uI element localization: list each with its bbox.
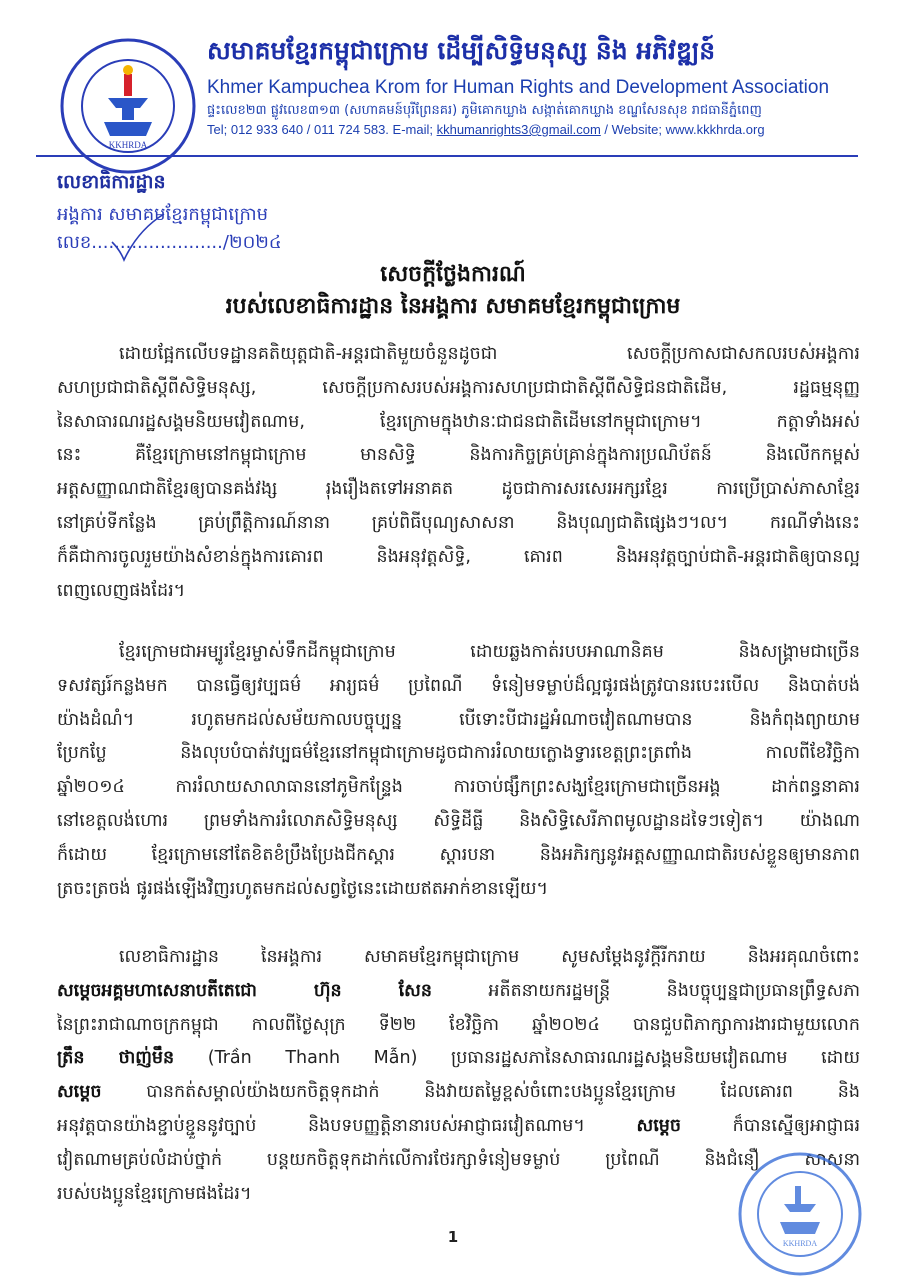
text-segment: ខ្មែរក្រោមជាអម្បូរខ្មែរម្ចាស់ទឹកដីកម្ពុជាក្រោម ដោយឆ្លងកាត់របបអាណានិគម និងសង្គ្រាមជាច្រើន — [119, 642, 860, 662]
paragraph-line — [57, 771, 860, 805]
paragraph-line — [57, 372, 860, 406]
paragraph-line — [57, 439, 860, 473]
official-stamp — [722, 1142, 868, 1276]
text-segment: អនុវត្តបានយ៉ាងខ្ជាប់ខ្ជួននូវច្បាប់ និងបទបញ្ញត្តិនានារបស់អាជ្ញាធរវៀតណាម។ — [57, 1115, 637, 1136]
text-segment: ឆ្នាំ២០១៤ ការរំលាយសាលាធាននៅភូមិកន្ទ្រែង ការចាប់ផ្សឹកព្រះសង្ឃខ្មែរក្រោមជាច្រើនអង្គ ដាក់ពន្ធនាគារ — [57, 777, 860, 798]
text-segment: បានកត់សម្គាល់យ៉ាងយកចិត្តទុកដាក់ និងវាយតម្លៃខ្ពស់ចំពោះបងប្អូនខ្មែរក្រោម ដែលគោរព និង — [101, 1082, 860, 1103]
paragraph-line — [57, 805, 860, 839]
paragraph-line — [57, 1110, 860, 1144]
text-segment: អត្តសញ្ញាណជាតិខ្មែរឲ្យបានគង់វង្ស រុងរឿងតទៅអនាគត ដូចជាការសរសេរអក្សរខ្មែរ ការប្រើប្រាស់ភាសាខ្មែរ — [57, 479, 860, 500]
text-segment: យ៉ាងដំណំ។ រហូតមកដល់សម័យកាលបច្ចុប្បន្ន បើទោះបីជារដ្ឋអំណាចវៀតណាមបាន និងកំពុងព្យាយាម — [57, 709, 860, 730]
text-segment: អតីតនាយករដ្ឋមន្ត្រី និងបច្ចុប្បន្នជាប្រធានព្រឹទ្ធសភា — [431, 980, 860, 1001]
paragraph-line — [57, 975, 860, 1009]
body-paragraph-1 — [57, 338, 860, 608]
header-divider — [36, 155, 858, 157]
sender-organization: អង្គការ សមាគមខ្មែរកម្ពុជាក្រោម — [57, 204, 269, 225]
body-paragraph-2 — [57, 636, 860, 906]
text-segment: ក៏ដោយ ខ្មែរក្រោមនៅតែខិតខំប្រឹងប្រែងជីកស្តារ ស្តារបនា និងអភិរក្សនូវអត្តសញ្ញាណជាតិរបស់ខ្លួនឲ្យមានភាព — [57, 844, 860, 865]
paragraph-line — [57, 941, 860, 975]
text-segment: នៃសាធារណរដ្ឋសង្គមនិយមវៀតណាម, ខ្មែរក្រោមក្នុងឋានៈជាជនជាតិដើមនៅកម្ពុជាក្រោម។ កត្តាទាំងអស់ — [57, 411, 860, 432]
text-segment: លេខាធិការដ្ឋាន នៃអង្គការ សមាគមខ្មែរកម្ពុជាក្រោម សូមសម្តែងនូវក្តីរីករាយ និងអរគុណចំពោះ — [119, 947, 860, 967]
text-segment: ពេញលេញផងដែរ។ — [57, 580, 186, 601]
bold-name-text: សម្តេច — [636, 1115, 681, 1136]
text-segment: នៅគ្រប់ទីកន្លែង គ្រប់ព្រឹត្តិការណ៍នានា គ្រប់ពិធីបុណ្យសាសនា និងបុណ្យជាតិផ្សេងៗ។ល។ ករណីទាំងនេះ — [57, 512, 860, 533]
text-segment: នៅខេត្តលង់ហោរ ព្រមទាំងការរំលោភសិទ្ធិមនុស្ស សិទ្ធិដីធ្លី និងសិទ្ធិសេរីភាពមូលដ្ឋានដទៃៗទៀត។ យ៉ាងណា — [57, 810, 860, 831]
phone-text: Tel; 012 933 640 / 011 724 583. E-mail; — [207, 122, 437, 137]
org-address: ផ្ទះលេខ២៣ ផ្លូវលេខ៣១៣ (សហាគមន៍បុរីព្រែនគរ) ភូមិគោកឃ្លាង សង្កាត់គោកឃ្លាង ខណ្ឌសែនសុខ រាជធានីភ្នំពេញ — [207, 103, 762, 118]
svg-text:KKHRDA: KKHRDA — [782, 1239, 818, 1248]
document-title: សេចក្តីថ្លែងការណ៍ — [380, 262, 526, 287]
text-segment: វៀតណាមគ្រប់លំដាប់ថ្នាក់ បន្តយកចិត្តទុកដាក់លើការថែរក្សាទំនៀមទម្លាប់ ប្រពៃណី និងជំនឿ សាសនា — [57, 1149, 860, 1170]
bold-name-text: សម្តេច — [57, 1082, 102, 1103]
email-link[interactable]: kkhumanrights3@gmail.com — [436, 122, 601, 137]
paragraph-line — [57, 338, 860, 372]
org-name-khmer: សមាគមខ្មែរកម្ពុជាក្រោម ដើម្បីសិទ្ធិមនុស្ស និង អភិវឌ្ឍន៍ — [207, 36, 716, 65]
paragraph-line — [57, 839, 860, 873]
text-segment: ប្រែកប្លែ និងលុបបំបាត់វប្បធម៌ខ្មែរនៅកម្ពុជាក្រោមដូចជាការរំលាយក្លោងទ្វារខេត្តព្រះត្រពាំង កាលពីខែវិច្ឆិកា — [57, 743, 860, 764]
reference-number: លេខ......................./២០២៤ — [57, 232, 282, 253]
website-text: / Website; www.kkkhrda.org — [600, 122, 765, 137]
paragraph-line — [57, 1042, 860, 1076]
text-segment: នេះ គឺខ្មែរក្រោមនៅកម្ពុជាក្រោម មានសិទ្ធិ និងការកិច្ចគ្រប់គ្រាន់ក្នុងការប្រណិប័តន៍ និងលើកកម្ពស់ — [57, 445, 860, 466]
bold-name-text: សម្តេចអគ្គមហាសេនាបតីតេជោ ហ៊ុន សែន — [57, 980, 432, 1001]
paragraph-line — [57, 1009, 860, 1043]
document-subtitle: របស់លេខាធិការដ្ឋាន នៃអង្គការ សមាគមខ្មែរកម្ពុជាក្រោម — [225, 294, 681, 319]
org-name-english: Khmer Kampuchea Krom for Human Rights and Development Association — [207, 77, 830, 98]
page-number: 1 — [447, 1228, 459, 1246]
text-segment: សហប្រជាជាតិស្តីពីសិទ្ធិមនុស្ស, សេចក្តីប្រកាសរបស់អង្គការសហប្រជាជាតិស្តីពីសិទ្ធិជនជាតិដើម, រដ្ឋធម្មនុញ្ញ — [57, 377, 860, 398]
text-segment: (Trần Thanh Mẫn) ប្រធានរដ្ឋសភានៃសាធារណរដ្ឋសង្គមនិយមវៀតណាម ដោយ — [174, 1048, 860, 1069]
text-segment: ត្រចះត្រចង់ ផូរផង់ឡើងវិញរហូតមកដល់សព្វថ្ងៃនេះដោយឥតអាក់ខានឡើយ។ — [57, 878, 549, 899]
text-segment: ក៏បានស្នើឲ្យអាជ្ញាធរ — [680, 1115, 860, 1136]
text-segment: នៃព្រះរាជាណាចក្រកម្ពុជា កាលពីថ្ងៃសុក្រ ទី២២ ខែវិច្ឆិកា ឆ្នាំ២០២៤ បានជួបពិភាក្សាការងារជាមួយលោក — [57, 1014, 860, 1035]
paragraph-line — [57, 873, 860, 907]
svg-text:KKHRDA: KKHRDA — [108, 140, 148, 150]
paragraph-line — [57, 406, 860, 440]
paragraph-line — [57, 473, 860, 507]
text-segment: ដោយផ្អែកលើបទដ្ឋានគតិយុត្តជាតិ-អន្តរជាតិមួយចំនួនដូចជា សេចក្តីប្រកាសជាសកលរបស់អង្គការ — [119, 344, 860, 364]
sender-secretariat: លេខាធិការដ្ឋាន — [57, 171, 166, 193]
bold-name-text: ត្រឹន ថាញ់មឹន — [57, 1048, 175, 1069]
text-segment: ទសវត្សរ៍កន្លងមក បានធ្វើឲ្យវប្បធម៌ អារ្យធម៌ ប្រពៃណី ទំនៀមទម្លាប់ដ៏ល្អផូរផង់ត្រូវបានរបេះរបើល និងបាត់បង់ — [57, 675, 860, 696]
paragraph-line — [57, 704, 860, 738]
paragraph-line — [57, 575, 860, 609]
paragraph-line — [57, 541, 860, 575]
text-segment: ក៏គឺជាការចូលរួមយ៉ាងសំខាន់ក្នុងការគោរព និងអនុវត្តសិទ្ធិ, គោរព និងអនុវត្តច្បាប់ជាតិ-អន្តរជាតិឲ្យបានល្អ — [57, 546, 860, 567]
paragraph-line — [57, 507, 860, 541]
paragraph-line — [57, 670, 860, 704]
paragraph-line — [57, 1076, 860, 1110]
org-contact — [207, 122, 765, 137]
text-segment: របស់បងប្អូនខ្មែរក្រោមផងដែរ។ — [57, 1183, 252, 1204]
paragraph-line — [57, 636, 860, 670]
paragraph-line — [57, 737, 860, 771]
handwritten-check-icon — [108, 212, 168, 262]
